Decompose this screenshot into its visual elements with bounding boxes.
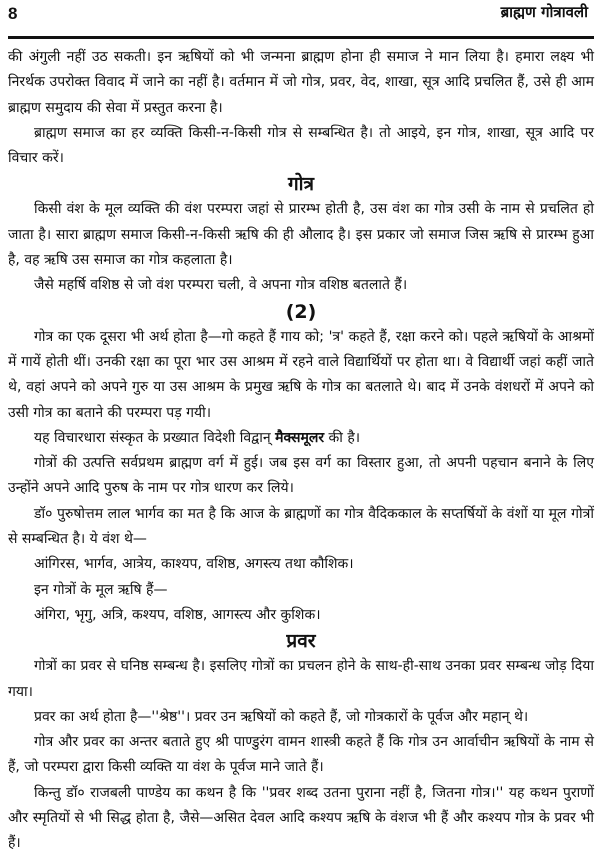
rishi-list: अंगिरा, भृगु, अत्रि, कश्यप, वशिष्ठ, आगस्त्य और कुशिक। [34,606,321,623]
header-rule [8,36,594,39]
paragraph-8: डॉ० पुरुषोत्तम लाल भार्गव का मत है कि आज के ब्राह्मणों का गोत्र वैदिककाल के सप्तर्षियों के वंशों या मूल गोत्रों से सम्बन्धित है। ये वंश थे— [8,505,594,548]
paragraph-13: प्रवर का अर्थ होता है—''श्रेष्ठ''। प्रवर उन ऋषियों को कहते हैं, जो गोत्रकारों के पूर्वज और महान् थे। [34,708,529,725]
paragraph-14: गोत्र और प्रवर का अन्तर बताते हुए श्री पाण्डुरंग वामन शास्त्री कहते हैं कि गोत्र उन आर्वाचीन ऋषियों के नाम से हैं, जो परम्परा द्वारा किसी व्यक्ति या वंश के पूर्वज माने जाते हैं। [8,734,594,776]
paragraph-12: गोत्रों का प्रवर से घनिष्ठ सम्बन्ध है। इसलिए गोत्रों का प्रचलन होने के साथ-ही-साथ उनका प्रवर सम्बन्ध जोड़ दिया गया। [8,658,594,700]
paragraph-10: इन गोत्रों के मूल ऋषि हैं— [34,581,168,598]
gotra-list: आंगिरस, भार्गव, आत्रेय, काश्यप, वशिष्ठ, अगस्त्य तथा कौशिक। [34,556,354,573]
paragraph-15: किन्तु डॉ० राजबली पाण्डेय का कथन है कि ''प्रवर शब्द उतना पुराना नहीं है, जितना गोत्र।'' यह कथन पुराणों और स्मृतियों से भी सिद्ध होता है, जैसे—असित देवल आदि कश्यप ऋषि के वंशज भी हैं और कश्यप गोत्र के प्रवर भी हैं। [8,784,594,852]
paragraph-6 [8,426,594,451]
page-header [0,0,600,44]
paragraph-5: गोत्र का एक दूसरा भी अर्थ होता है—गो कहते हैं गाय को; 'त्र' कहते हैं, रक्षा करने को। पहले ऋषियों के आश्रमों में गायें होती थीं। उनकी रक्षा का पूरा भार उस आश्रम में रहने वाले विद्यार्थियों पर होता था। वे विद्यार्थी जहां कहीं जाते थे, वहां अपने को अपने गुरु या उस आश्रम के प्रमुख ऋषि के गोत्र का बतलाते थे। बाद में उनके वंशधरों में अपने को उसी गोत्र का बताने की परम्परा पड़ गयी। [8,328,594,421]
paragraph-1: की अंगुली नहीं उठ सकती। इन ऋषियों को भी जन्मना ब्राह्मण होना ही समाज ने मान लिया है। हमारा लक्ष्य भी निरर्थक उपरोक्त विवाद में जाने का नहीं है। वर्तमान में जो गोत्र, प्रवर, वेद, शाखा, सूत्र आदि प्रचलित हैं, उसे ही आम ब्राह्मण समुदाय की सेवा में प्रस्तुत करना है। [8,49,594,116]
paragraph-7: गोत्रों की उत्पत्ति सर्वप्रथम ब्राह्मण वर्ग में हुई। जब इस वर्ग का विस्तार हुआ, तो अपनी पहचान बनाने के लिए उन्होंने अपने आदि पुरुष के नाम पर गोत्र धारण कर लिये। [8,455,594,497]
section-heading-gotra: गोत्र [287,173,315,196]
paragraph-3: किसी वंश के मूल व्यक्ति की वंश परम्परा जहां से प्रारम्भ होती है, उस वंश का गोत्र उसी के नाम से प्रचलित हो जाता है। सारा ब्राह्मण समाज किसी-न-किसी ऋषि की ही औलाद है। इस प्रकार जो समाज जिस ऋषि से प्रारम्भ हुआ है, वह ऋषि उस समाज का गोत्र कहलाता है। [8,201,594,269]
paragraph-2: ब्राह्मण समाज का हर व्यक्ति किसी-न-किसी गोत्र से सम्बन्धित है। तो आइये, इन गोत्र, शाखा, सूत्र आदि पर विचार करें। [8,124,594,167]
page-body [8,45,594,857]
running-title: ब्राह्मण गोत्रावली [500,3,588,21]
paragraph-6-tail: की है। [324,429,361,446]
paragraph-6-lead: यह विचारधारा संस्कृत के प्रख्यात विदेशी विद्वान् [34,429,276,446]
section-heading-pravar: प्रवर [286,630,316,653]
paragraph-6-name: मैक्समूलर [275,429,325,446]
section-heading-2: (2) [285,300,317,323]
page-number: 8 [8,4,18,23]
paragraph-4: जैसे महर्षि वशिष्ठ से जो वंश परम्परा चली, वे अपना गोत्र वशिष्ठ बतलाते हैं। [34,277,408,294]
